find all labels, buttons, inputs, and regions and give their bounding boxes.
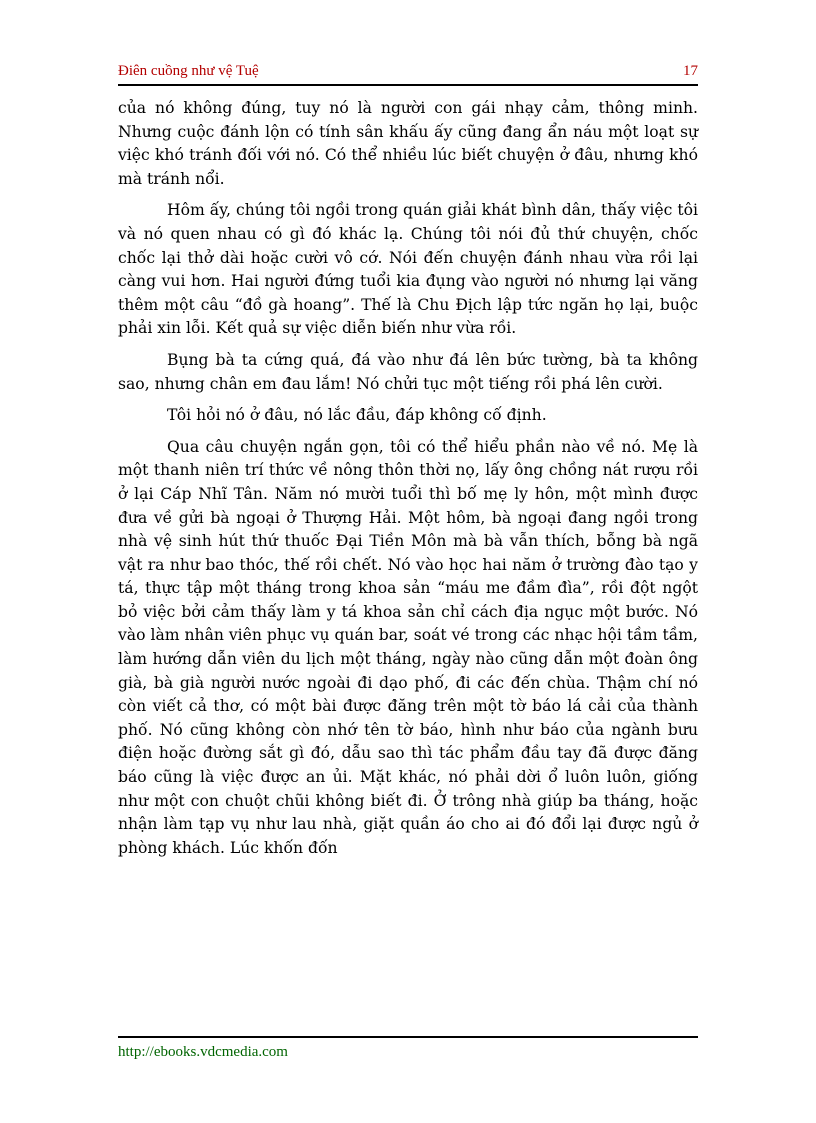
paragraph-3: Bụng bà ta cứng quá, đá vào như đá lên bức tường, bà ta không sao, nhưng chân em đau lắm! Nó chửi tục một tiếng rồi phá lên cười. <box>118 350 698 393</box>
page-header <box>118 62 698 86</box>
paragraph-5: Qua câu chuyện ngắn gọn, tôi có thể hiểu phần nào về nó. Mẹ là một thanh niên trí thức về nông thôn thời nọ, lấy ông chồng nát rượu rồi ở lại Cáp Nhĩ Tân. Năm nó mười tuổi thì bố mẹ ly hôn, một mình được đưa về gửi bà ngoại ở Thượng Hải. Một hôm, bà ngoại đang ngồi trong nhà vệ sinh hút thứ thuốc Đại Tiền Môn mà bà vẫn thích, bỗng bà ngã vật ra như bao thóc, thế rồi chết. Nó vào học hai năm ở trường đào tạo y tá, thực tập một tháng trong khoa sản “máu me đầm đìa”, rồi đột ngột bỏ việc bởi cảm thấy làm y tá khoa sản chỉ cách địa ngục một bước. Nó vào làm nhân viên phục vụ quán bar, soát vé trong các nhạc hội tầm tầm, làm hướng dẫn viên du lịch một tháng, ngày nào cũng dẫn một đoàn ông già, bà già người nước ngoài đi dạo phố, đi các đến chùa. Thậm chí nó còn viết cả thơ, có một bài được đăng trên một tờ báo lá cải của thành phố. Nó cũng không còn nhớ tên tờ báo, hình như báo của ngành bưu điện hoặc đường sắt gì đó, dẫu sao thì tác phẩm đầu tay đã được đăng báo cũng là việc được an ủi. Mặt khác, nó phải dời ổ luôn luôn, giống như một con chuột chũi không biết đi. Ở trông nhà giúp ba tháng, hoặc nhận làm tạp vụ như lau nhà, giặt quần áo cho ai đó đổi lại được ngủ ở phòng khách. Lúc khốn đốn <box>118 437 699 857</box>
paragraph-1: của nó không đúng, tuy nó là người con gái nhạy cảm, thông minh. Nhưng cuộc đánh lộn có tính sân khấu ấy cũng đang ẩn náu một loạt sự việc khó tránh đối với nó. Có thể nhiều lúc biết chuyện ở đâu, nhưng khó mà tránh nổi. <box>118 99 698 188</box>
page-body <box>118 97 698 868</box>
footer-divider <box>118 1036 698 1038</box>
book-title: Điên cuồng như vệ Tuệ <box>118 63 259 79</box>
footer-website-link[interactable]: http://ebooks.vdcmedia.com <box>118 1044 288 1060</box>
paragraph-2: Hôm ấy, chúng tôi ngồi trong quán giải khát bình dân, thấy việc tôi và nó quen nhau có gì đó khác lạ. Chúng tôi nói đủ thứ chuyện, chốc chốc lại thở dài hoặc cười vô cớ. Nói đến chuyện đánh nhau vừa rồi lại càng vui hơn. Hai người đứng tuổi kia đụng vào người nó nhưng lại văng thêm một câu “đồ gà hoang”. Thế là Chu Địch lập tức ngăn họ lại, buộc phải xin lỗi. Kết quả sự việc diễn biến như vừa rồi. <box>118 201 698 338</box>
page-number: 17 <box>683 63 698 79</box>
paragraph-4: Tôi hỏi nó ở đâu, nó lắc đầu, đáp không cố định. <box>167 406 547 425</box>
